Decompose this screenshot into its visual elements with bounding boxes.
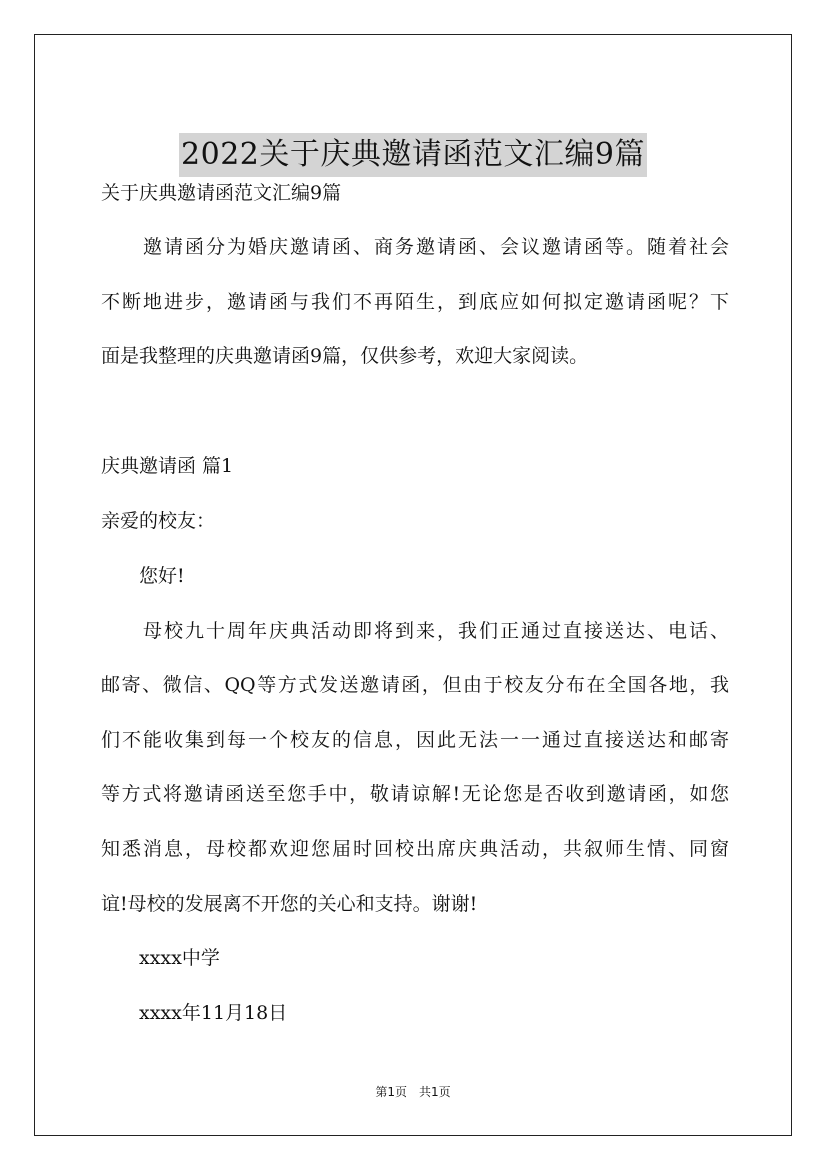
section-heading: 庆典邀请函 篇1 xyxy=(101,455,234,477)
salutation: 亲爱的校友： xyxy=(101,510,216,532)
title-container xyxy=(35,133,791,177)
date: xxxx年11月18日 xyxy=(101,1002,288,1024)
body-line: 谊!母校的发展离不开您的关心和支持。谢谢! xyxy=(101,893,478,915)
greeting: 您好! xyxy=(101,565,185,587)
subtitle: 关于庆典邀请函范文汇编9篇 xyxy=(101,182,342,204)
body-line: 母校九十周年庆典活动即将到来，我们正通过直接送达、电话、 xyxy=(101,620,729,642)
intro-line: 面是我整理的庆典邀请函9篇，仅供参考，欢迎大家阅读。 xyxy=(101,345,589,367)
body-line: 邮寄、微信、QQ等方式发送邀请函，但由于校友分布在全国各地，我 xyxy=(101,674,729,696)
intro-line: 不断地进步，邀请函与我们不再陌生，到底应如何拟定邀请函呢？下 xyxy=(101,291,729,313)
document-page xyxy=(34,34,792,1136)
body-line: 等方式将邀请函送至您手中，敬请谅解!无论您是否收到邀请函，如您 xyxy=(101,783,729,805)
document-title: 2022关于庆典邀请函范文汇编9篇 xyxy=(179,133,647,177)
page-footer: 第1页 共1页 xyxy=(375,1085,451,1099)
body-line: 知悉消息，母校都欢迎您届时回校出席庆典活动，共叙师生情、同窗 xyxy=(101,838,729,860)
signature: xxxx中学 xyxy=(101,947,220,969)
body-line: 们不能收集到每一个校友的信息，因此无法一一通过直接送达和邮寄 xyxy=(101,729,729,751)
intro-line: 邀请函分为婚庆邀请函、商务邀请函、会议邀请函等。随着社会 xyxy=(101,236,729,258)
